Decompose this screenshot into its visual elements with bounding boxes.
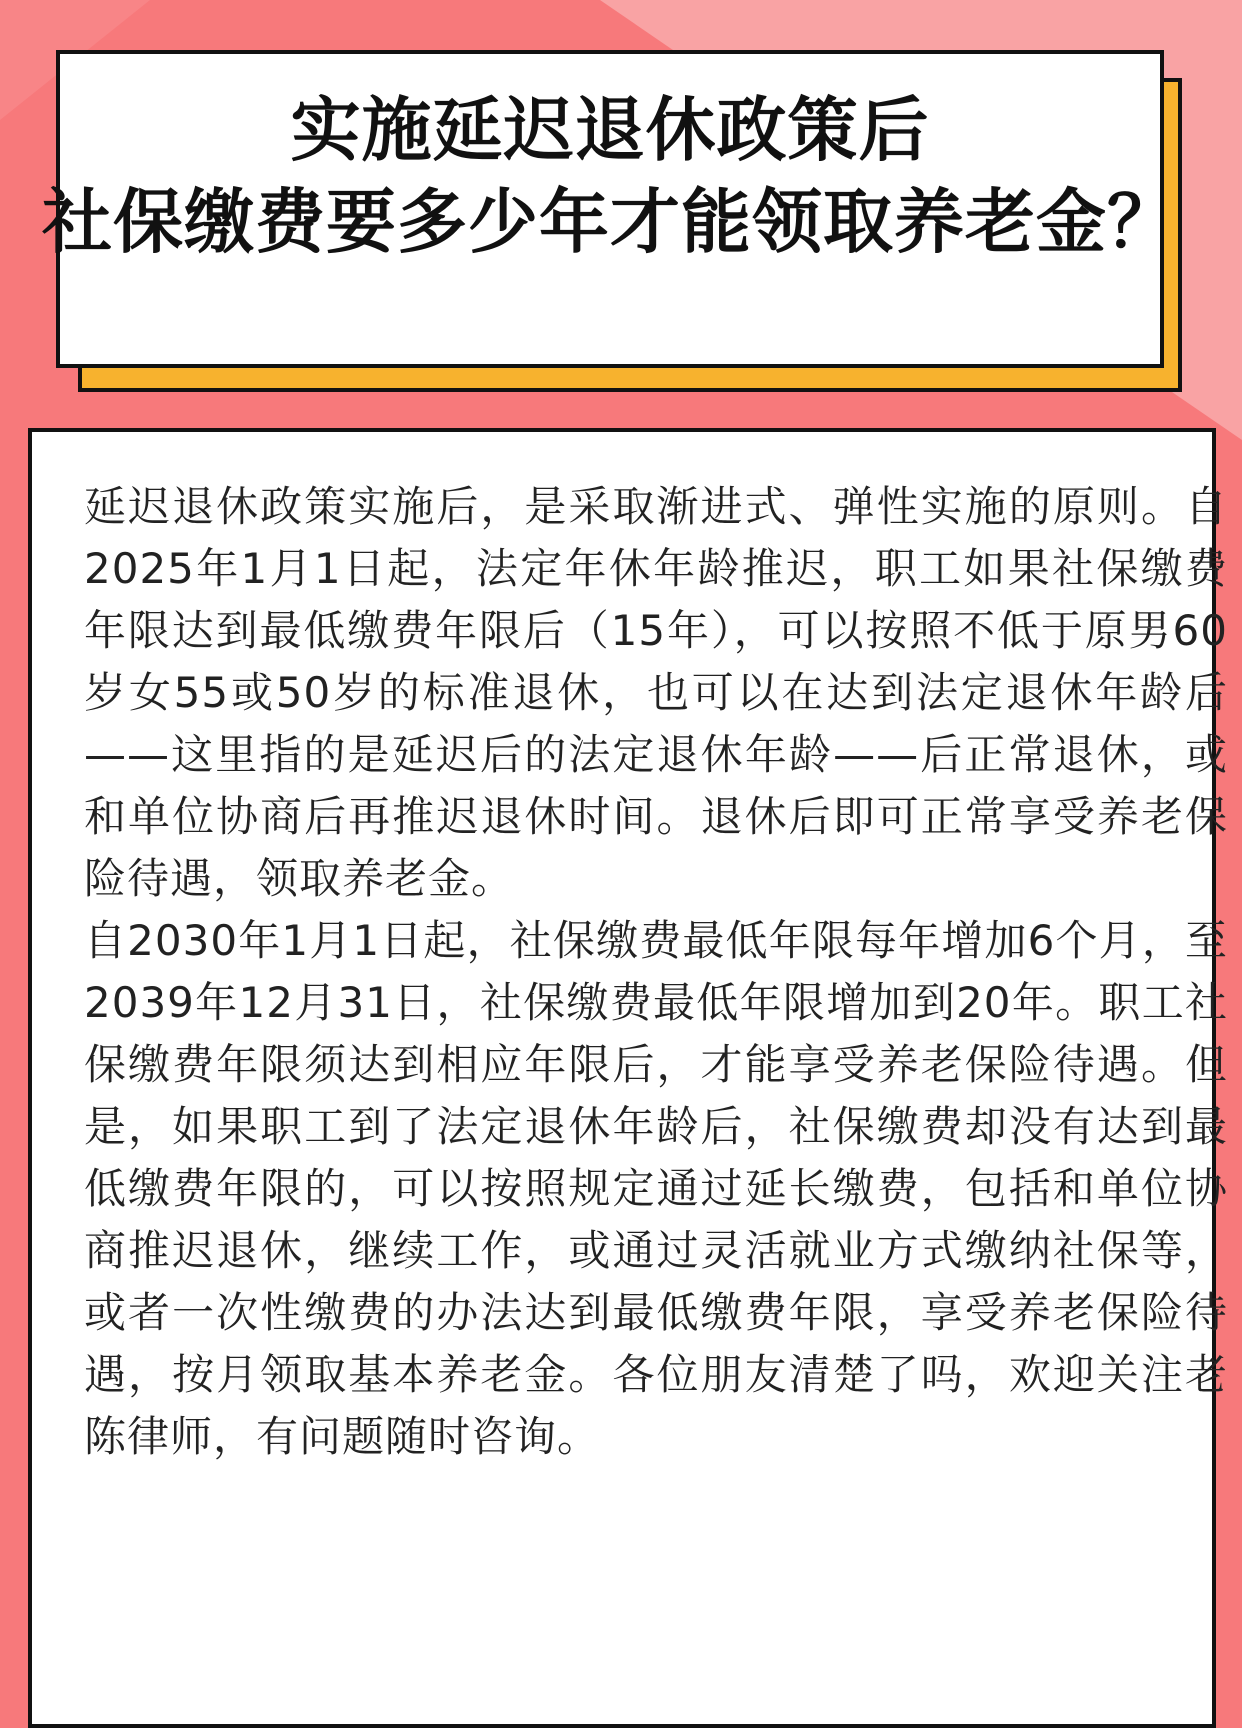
article-body — [84, 476, 1228, 1468]
content-panel — [28, 428, 1228, 1728]
title-line-2: 社保缴费要多少年才能领取养老金？ — [42, 181, 1178, 263]
title-line-1: 实施延迟退休政策后 — [290, 89, 930, 171]
title-panel — [42, 50, 1178, 368]
paragraph-2: 自2030年1月1日起，社保缴费最低年限每年增加6个月，至2039年12月31日，社保缴费最低年限增加到20年。职工社保缴费年限须达到相应年限后，才能享受养老保险待遇。但是，如果职工到了法定退休年龄后，社保缴费却没有达到最低缴费年限的，可以按照规定通过延长缴费，包括和单位协商推迟退休，继续工作，或通过灵活就业方式缴纳社保等，或者一次性缴费的办法达到最低缴费年限，享受养老保险待遇，按月领取基本养老金。各位朋友清楚了吗，欢迎关注老陈律师，有问题随时咨询。 — [84, 916, 1228, 1461]
paragraph-1: 延迟退休政策实施后，是采取渐进式、弹性实施的原则。自2025年1月1日起，法定年休年龄推迟，职工如果社保缴费年限达到最低缴费年限后（15年），可以按照不低于原男60岁女55或50岁的标准退休，也可以在达到法定退休年龄后——这里指的是延迟后的法定退休年龄——后正常退休，或和单位协商后再推迟退休时间。退休后即可正常享受养老保险待遇，领取养老金。 — [84, 482, 1228, 903]
